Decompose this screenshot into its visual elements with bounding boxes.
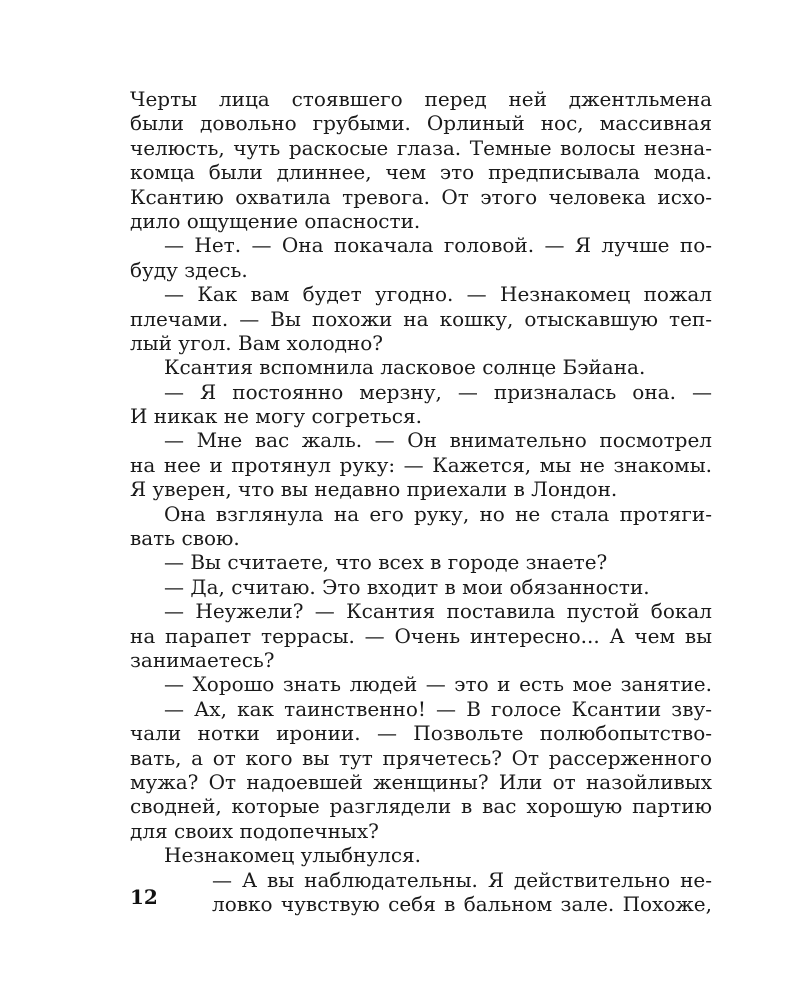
text-line: занимаетесь? [130, 647, 275, 672]
text-line: для своих подопечных? [130, 818, 379, 843]
text-line: на парапет террасы. — Очень интересно... А чем вы [130, 623, 712, 648]
body-text [130, 87, 712, 916]
page-number: 12 [130, 885, 158, 909]
text-line: вать, а от кого вы тут прячетесь? От рассерженного [130, 745, 712, 770]
text-line: И никак не могу согреться. [130, 404, 422, 429]
text-line: на нее и протянул руку: — Кажется, мы не знакомы. [130, 452, 712, 477]
text-line: Черты лица стоявшего перед ней джентльмена [130, 87, 712, 111]
text-line: дило ощущение опасности. [130, 208, 421, 233]
text-line: лый угол. Вам холодно? [130, 330, 384, 355]
text-line: Ксантия вспомнила ласковое солнце Бэйана. [164, 355, 646, 380]
text-line: ловко чувствую себя в бальном зале. Похоже, [212, 891, 712, 916]
text-line: — Неужели? — Ксантия поставила пустой бокал [164, 599, 712, 624]
text-line: челюсть, чуть раскосые глаза. Темные волосы незна- [130, 135, 712, 160]
text-line: — Как вам будет угодно. — Незнакомец пожал [164, 282, 712, 307]
text-line: — А вы наблюдательны. Я действительно не- [212, 867, 712, 892]
text-line: мужа? От надоевшей женщины? Или от назойливых [130, 769, 712, 794]
text-line: — Вы считаете, что всех в городе знаете? [164, 550, 608, 575]
text-line: плечами. — Вы похожи на кошку, отыскавшую теп- [130, 306, 712, 331]
text-line: вать свою. [130, 526, 240, 551]
text-line: комца были длиннее, чем это предписывала мода. [130, 160, 712, 185]
text-line: Она взглянула на его руку, но не стала протяги- [164, 501, 712, 526]
text-line: Я уверен, что вы недавно приехали в Лондон. [130, 477, 618, 502]
text-line: чали нотки иронии. — Позвольте полюбопытство- [130, 721, 712, 746]
text-line: были довольно грубыми. Орлиный нос, массивная [130, 111, 712, 136]
text-line: Ксантию охватила тревога. От этого человека исхо- [130, 184, 712, 209]
text-line: сводней, которые разглядели в вас хорошую партию [130, 794, 712, 819]
text-line: — Хорошо знать людей — это и есть мое занятие. [164, 672, 712, 697]
text-line: — Я постоянно мерзну, — призналась она. — [164, 379, 712, 404]
text-line: — Мне вас жаль. — Он внимательно посмотрел [164, 428, 712, 453]
text-line: Незнакомец улыбнулся. [164, 843, 422, 868]
text-line: буду здесь. [130, 257, 248, 282]
text-line: — Ах, как таинственно! — В голосе Ксантии зву- [164, 696, 712, 721]
text-line: — Нет. — Она покачала головой. — Я лучше по- [164, 233, 712, 258]
text-line: — Да, считаю. Это входит в мои обязанности. [164, 574, 650, 599]
